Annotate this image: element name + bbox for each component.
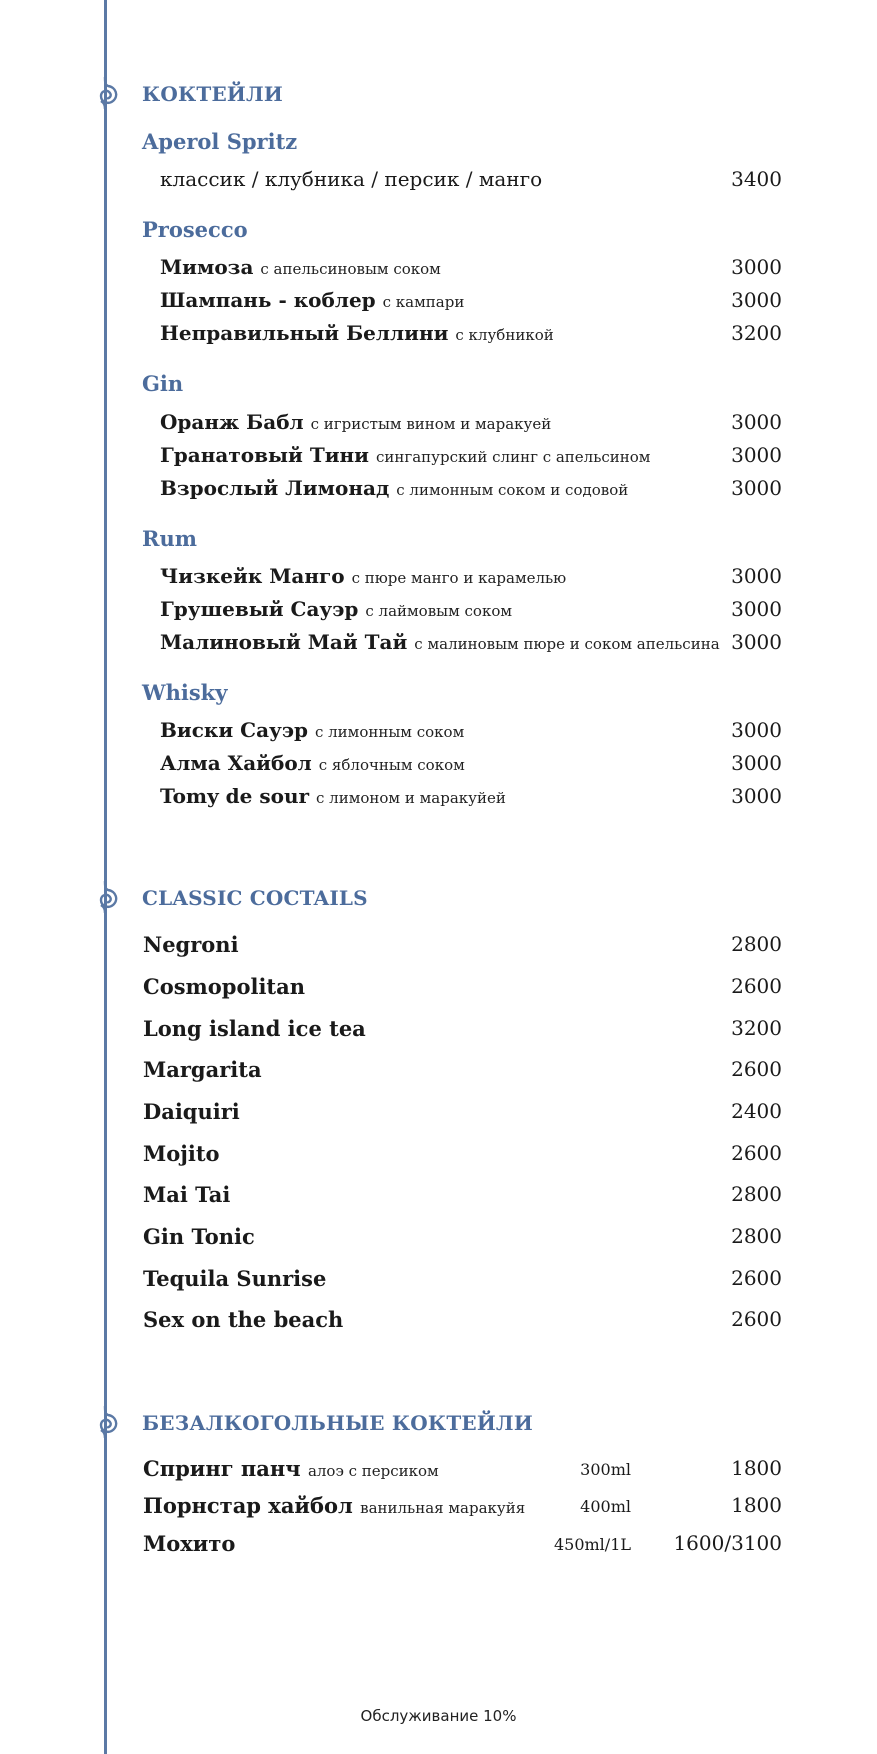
group-title-aperol: Aperol Spritz [142,129,298,154]
item-volume: 450ml/1L [553,1535,631,1554]
item-price: 3000 [731,630,782,654]
item-name: Tomy de sour [160,784,310,808]
list-item [0,1016,877,1048]
list-item [0,476,877,506]
list-item [0,443,877,473]
item-price: 3000 [731,255,782,279]
item-volume: 300ml [580,1460,631,1479]
list-item [0,932,877,964]
item-price: 1600/3100 [673,1531,782,1555]
item-name: Mojito [143,1141,220,1166]
item-desc: с апельсиновым соком [260,260,441,278]
item-price: 2600 [731,1266,782,1290]
list-item [0,597,877,627]
item-name: Алма Хайбол [160,751,312,775]
item-name: Negroni [143,932,239,957]
spiral-ornament-icon [92,880,122,914]
item-price: 2800 [731,1224,782,1248]
item-name: Спринг панч [143,1456,301,1481]
list-item [0,1493,877,1525]
item-name: классик / клубника / персик / манго [160,167,543,191]
item-price: 2600 [731,1057,782,1081]
group-title-prosecco: Prosecco [142,217,248,242]
item-name: Long island ice tea [143,1016,366,1041]
item-desc: с пюре манго и карамелью [351,569,567,587]
section-title-nonalcoholic: БЕЗАЛКОГОЛЬНЫЕ КОКТЕЙЛИ [142,1411,533,1435]
item-desc: с лимонным соком и содовой [396,481,629,499]
item-name: Малиновый Май Тай [160,630,408,654]
list-item [0,974,877,1006]
item-name: Шампань - коблер [160,288,376,312]
item-name: Tequila Sunrise [143,1266,327,1291]
item-price: 1800 [731,1456,782,1480]
item-price: 3000 [731,597,782,621]
item-price: 2600 [731,974,782,998]
item-name: Margarita [143,1057,262,1082]
list-item [0,255,877,285]
list-item [0,167,877,197]
item-price: 2400 [731,1099,782,1123]
item-desc: с лаймовым соком [365,602,513,620]
section-title-classic: CLASSIC COCTAILS [142,886,368,910]
list-item [0,1307,877,1339]
item-price: 3000 [731,784,782,808]
item-price: 2800 [731,932,782,956]
item-name: Mai Tai [143,1182,231,1207]
item-name: Чизкейк Манго [160,564,345,588]
item-price: 1800 [731,1493,782,1517]
list-item [0,1141,877,1173]
group-title-rum: Rum [142,526,197,551]
item-price: 3000 [731,410,782,434]
item-name: Gin Tonic [143,1224,255,1249]
item-price: 3000 [731,718,782,742]
spiral-ornament-icon [92,1405,122,1439]
item-name: Грушевый Сауэр [160,597,359,621]
list-item [0,1531,877,1563]
group-title-gin: Gin [142,371,184,396]
item-name: Мимоза [160,255,254,279]
item-desc: с игристым вином и маракуей [310,415,552,433]
list-item [0,784,877,814]
item-price: 3000 [731,751,782,775]
list-item [0,751,877,781]
item-price: 3200 [731,321,782,345]
list-item [0,1099,877,1131]
list-item [0,321,877,351]
item-name: Daiquiri [143,1099,240,1124]
list-item [0,1182,877,1214]
item-desc: с кампари [382,293,465,311]
item-price: 3000 [731,564,782,588]
list-item [0,1456,877,1488]
item-desc: с лимоном и маракуйей [316,789,506,807]
list-item [0,410,877,440]
item-volume: 400ml [580,1497,631,1516]
item-price: 2600 [731,1307,782,1331]
item-name: Sex on the beach [143,1307,344,1332]
item-name: Взрослый Лимонад [160,476,390,500]
item-name: Гранатовый Тини [160,443,370,467]
group-title-whisky: Whisky [142,680,228,705]
list-item [0,718,877,748]
item-price: 2800 [731,1182,782,1206]
item-price: 3000 [731,443,782,467]
list-item [0,630,877,660]
section-title-cocktails: КОКТЕЙЛИ [142,82,284,106]
item-price: 3000 [731,288,782,312]
item-name: Неправильный Беллини [160,321,449,345]
service-charge-note: Обслуживание 10% [360,1707,517,1725]
item-desc: сингапурский слинг с апельсином [375,448,651,466]
item-name: Виски Сауэр [160,718,308,742]
list-item [0,1224,877,1256]
list-item [0,1266,877,1298]
item-desc: с яблочным соком [318,756,465,774]
item-price: 3400 [731,167,782,191]
item-price: 3200 [731,1016,782,1040]
item-name: Оранж Бабл [160,410,304,434]
item-desc: с малиновым пюре и соком апельсина [414,635,720,653]
list-item [0,564,877,594]
item-name: Cosmopolitan [143,974,305,999]
list-item [0,288,877,318]
list-item [0,1057,877,1089]
item-price: 3000 [731,476,782,500]
item-name: Мохито [143,1531,236,1556]
item-desc: с лимонным соком [314,723,465,741]
item-desc: алоэ с персиком [307,1462,439,1480]
item-desc: ванильная маракуйя [360,1499,526,1517]
spiral-ornament-icon [92,76,122,110]
item-desc: с клубникой [455,326,554,344]
item-price: 2600 [731,1141,782,1165]
item-name: Порнстар хайбол [143,1493,353,1518]
